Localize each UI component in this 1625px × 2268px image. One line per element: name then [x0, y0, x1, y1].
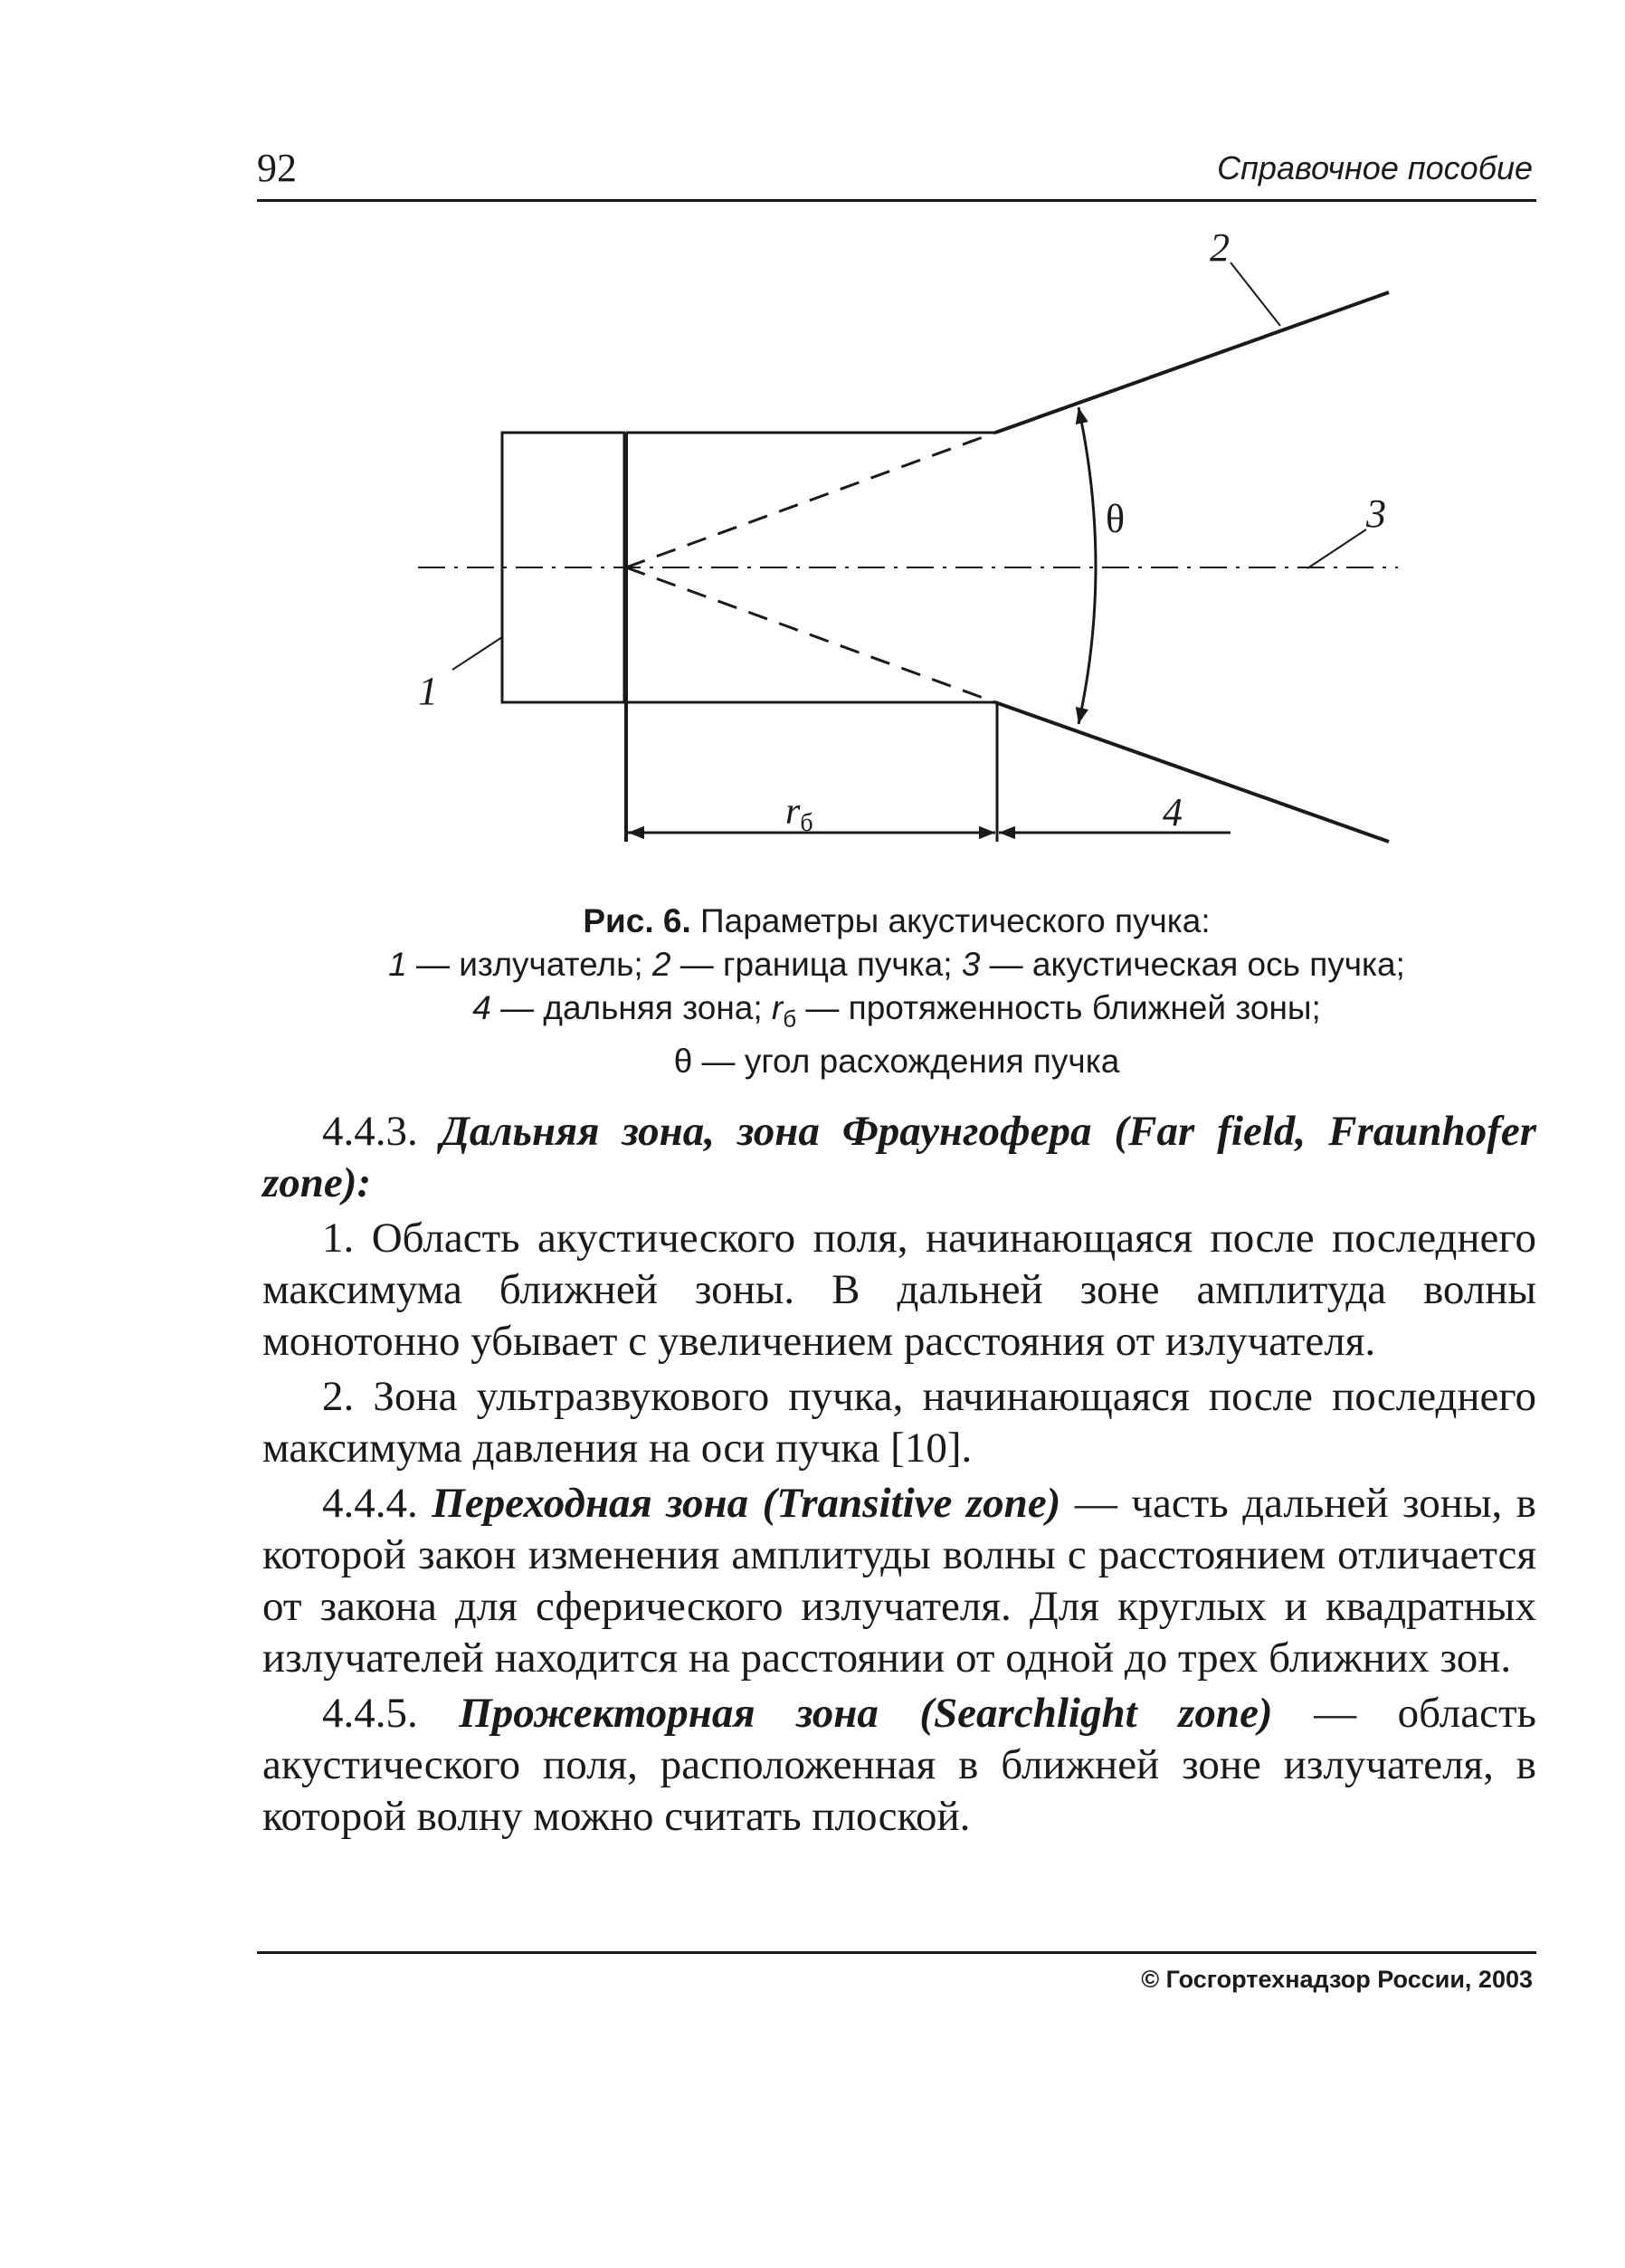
- header-rule: [257, 199, 1536, 202]
- label-axis: 3: [1366, 491, 1386, 536]
- running-title: Справочное пособие: [1217, 149, 1533, 186]
- caption-r-symbol: r: [771, 989, 784, 1026]
- caption-text-1: — излучатель;: [406, 946, 652, 983]
- label-far-zone: 4: [1163, 790, 1183, 834]
- section-term: Дальняя зона, зона Фраунгофера (Far field, Fraunhofer zone):: [262, 1108, 1537, 1206]
- section-term: Переходная зона (Transitive zone): [432, 1480, 1061, 1527]
- section-number: 4.4.4.: [322, 1480, 432, 1527]
- caption-num-1: 1: [388, 946, 407, 983]
- section-4-4-3-item-2: 2. Зона ультразвукового пучка, начинающаяся после последнего максимума давления на оси пучка [10].: [262, 1373, 1536, 1472]
- label-boundary: 2: [1210, 225, 1230, 270]
- label-emitter: 1: [418, 669, 438, 713]
- dashed-line-upper: [626, 433, 995, 567]
- section-number: 4.4.5.: [322, 1690, 460, 1737]
- acoustic-beam-figure: [0, 217, 1625, 887]
- section-4-4-3-heading: [262, 1106, 1536, 1209]
- caption-num-3: 3: [961, 946, 981, 983]
- leader-line-3: [1307, 529, 1366, 568]
- section-term: Прожекторная зона (Searchlight zone): [459, 1690, 1273, 1737]
- section-text: — часть дальней зоны, в которой закон изменения амплитуды волны с расстоянием отличается от закона для сферического излучателя. Для круглых и квадратных излучателей находится на расстоянии от одной до трех ближних зон.: [262, 1480, 1537, 1682]
- figure-caption: [257, 900, 1536, 1083]
- beam-boundary-lower: [995, 702, 1389, 842]
- section-4-4-3-item-1: 1. Область акустического поля, начинающаяся после последнего максимума ближней зоны. В дальней зоне амплитуда волны монотонно убывает с увеличением расстояния от излучателя.: [262, 1215, 1536, 1365]
- caption-line-4: θ — угол расхождения пучка: [673, 1043, 1120, 1081]
- section-4-4-5: [262, 1688, 1536, 1843]
- page-number: 92: [257, 146, 297, 190]
- caption-lead: Рис. 6.: [583, 902, 691, 939]
- caption-r-sub: б: [783, 1005, 797, 1033]
- caption-title: Параметры акустического пучка:: [690, 902, 1211, 939]
- caption-num-4: 4: [472, 989, 491, 1026]
- caption-line-2: [257, 943, 1536, 986]
- label-theta: θ: [1106, 497, 1126, 541]
- label-near-zone: rб: [785, 791, 813, 837]
- caption-num-2: 2: [651, 946, 671, 983]
- copyright: © Госгортехнадзор России, 2003: [1141, 1966, 1533, 1993]
- caption-text-4: — дальняя зона;: [490, 989, 772, 1026]
- caption-line-1: [257, 900, 1536, 943]
- caption-text-5: — протяженность ближней зоны;: [796, 989, 1321, 1026]
- dashed-line-lower: [626, 567, 995, 702]
- section-number: 4.4.3.: [322, 1108, 441, 1155]
- section-4-4-4: [262, 1478, 1536, 1684]
- body-text: [262, 1106, 1536, 1846]
- section-text: — область акустического поля, расположенная в ближней зоне излучателя, в которой волну можно считать плоской.: [262, 1690, 1536, 1840]
- leader-line-2: [1231, 262, 1280, 326]
- theta-arc: [1079, 407, 1096, 724]
- caption-line-3: [257, 986, 1536, 1040]
- footer-rule: [257, 1951, 1536, 1954]
- beam-boundary-upper: [995, 292, 1389, 433]
- caption-text-2: — граница пучка;: [670, 946, 962, 983]
- caption-text-3: — акустическая ось пучка;: [980, 946, 1405, 983]
- leader-line-1: [452, 637, 502, 670]
